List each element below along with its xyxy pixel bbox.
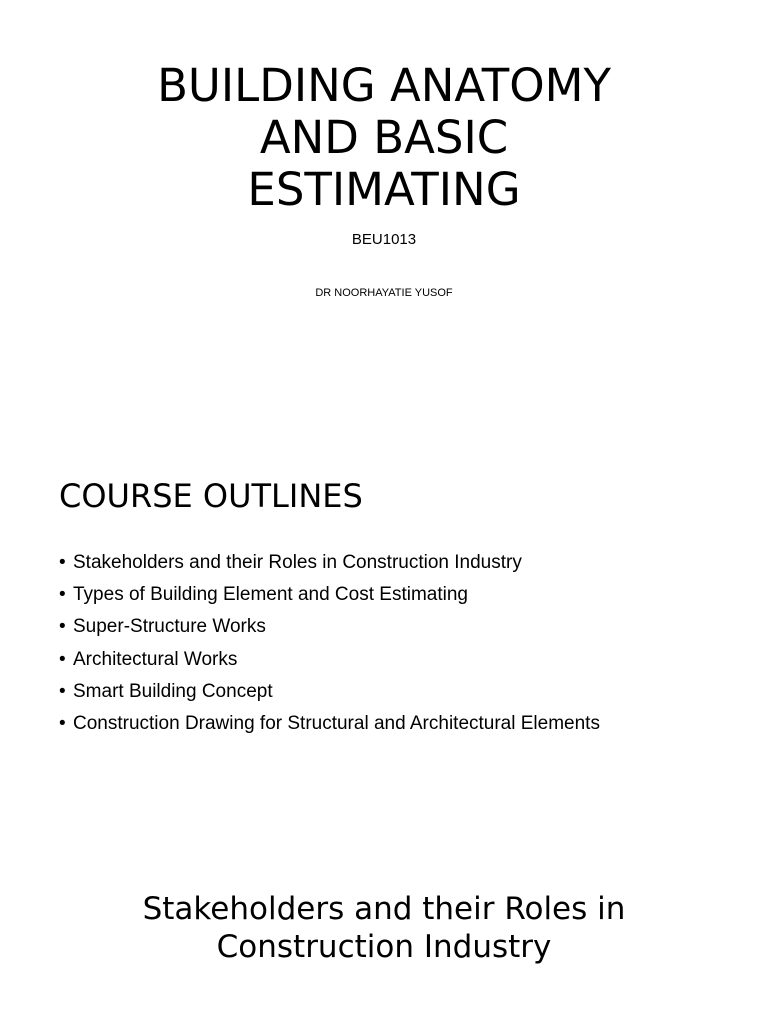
list-item xyxy=(59,644,600,676)
title-slide xyxy=(0,0,768,330)
presentation-title xyxy=(0,60,768,216)
title-line: AND BASIC xyxy=(259,111,509,164)
bullet-icon: • xyxy=(59,712,66,734)
list-item-text: Smart Building Concept xyxy=(73,680,273,702)
list-item-text: Types of Building Element and Cost Estimating xyxy=(73,584,468,606)
list-item xyxy=(59,708,600,740)
list-item-text: Super-Structure Works xyxy=(73,616,266,638)
section-slide xyxy=(0,880,768,1024)
outline-list xyxy=(59,547,600,740)
list-item-text: Stakeholders and their Roles in Construction Industry xyxy=(73,552,522,573)
list-item-text: Construction Drawing for Structural and Architectural Elements xyxy=(73,712,600,734)
list-item xyxy=(59,676,600,708)
course-outline-slide xyxy=(0,455,768,755)
course-code: BEU1013 xyxy=(351,231,417,248)
bullet-icon: • xyxy=(59,616,66,638)
outline-heading: COURSE OUTLINES xyxy=(59,477,363,515)
bullet-icon: • xyxy=(59,584,66,606)
bullet-icon: • xyxy=(59,680,66,702)
title-line: ESTIMATING xyxy=(247,163,521,216)
author-name: DR NOORHAYATIE YUSOF xyxy=(315,287,453,299)
bullet-icon: • xyxy=(59,552,66,573)
bullet-icon: • xyxy=(59,648,66,670)
list-item xyxy=(59,611,600,643)
list-item xyxy=(59,547,600,579)
section-title xyxy=(0,890,768,966)
list-item-text: Architectural Works xyxy=(73,648,238,670)
list-item xyxy=(59,579,600,611)
title-line: BUILDING ANATOMY xyxy=(157,59,611,112)
section-title-line: Stakeholders and their Roles in xyxy=(142,891,626,927)
section-title-line: Construction Industry xyxy=(216,929,552,965)
